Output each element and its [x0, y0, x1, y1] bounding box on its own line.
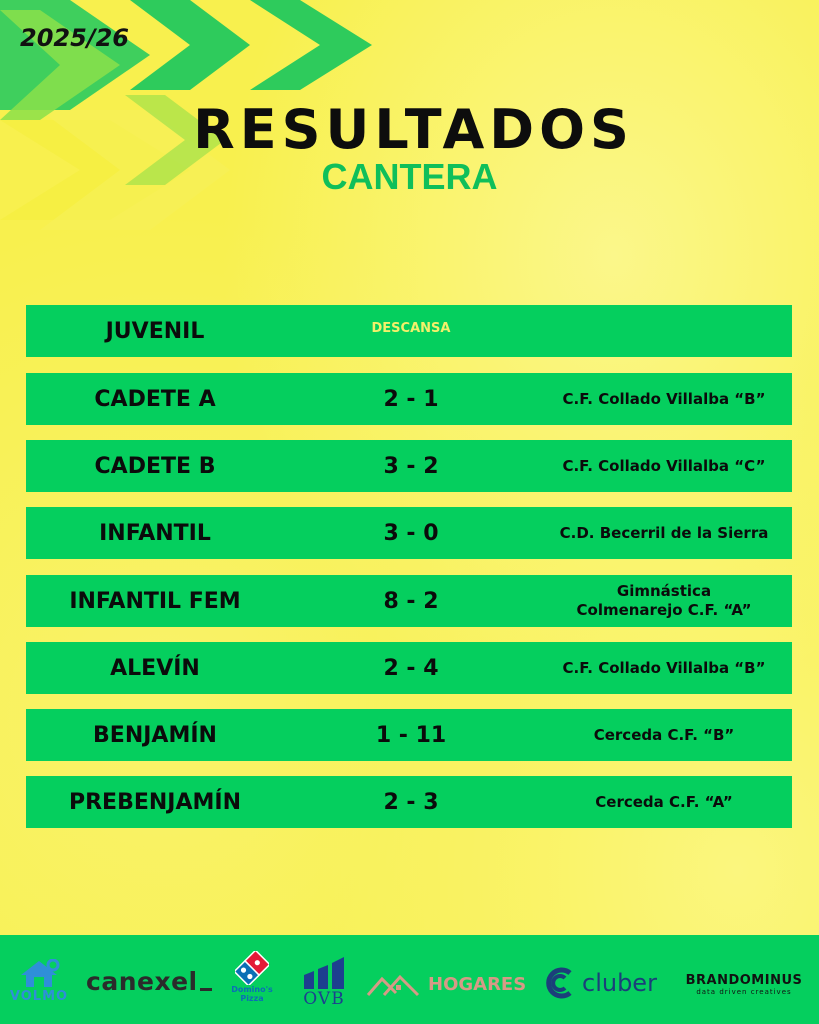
brandominus-tagline: data driven creatives	[696, 988, 792, 996]
sponsor-logo-cluber	[542, 965, 657, 1001]
score-value: 2 - 3	[383, 789, 439, 815]
opponent-label: C.D. Becerril de la Sierra	[559, 523, 769, 542]
result-row-infantil	[26, 507, 792, 559]
sponsor-logo-canexel	[86, 967, 212, 996]
page-subtitle: CANTERA	[321, 156, 498, 197]
canexel-text: canexel	[86, 967, 198, 996]
domino-tile-icon	[235, 951, 269, 985]
cluber-c-icon	[542, 965, 578, 1001]
category-label: JUVENIL	[105, 318, 205, 344]
volmo-text: VOLMO	[9, 989, 69, 1004]
opponent-label: Gimnástica Colmenarejo C.F. “A”	[576, 582, 752, 619]
bar-chart-icon	[300, 955, 348, 989]
category-label: INFANTIL	[99, 520, 211, 546]
score-value: 1 - 11	[375, 722, 447, 748]
score-value: 3 - 2	[383, 453, 439, 479]
page-title: RESULTADOS	[193, 98, 634, 161]
season-label: 2025/26	[20, 24, 129, 52]
sponsor-logo-volmo	[6, 959, 72, 1004]
sponsor-bar	[0, 935, 819, 1024]
category-label: CADETE A	[94, 386, 216, 412]
category-label: PREBENJAMÍN	[68, 789, 241, 815]
sponsor-logo-ovb	[296, 955, 352, 1009]
result-row-infantil-fem	[26, 575, 792, 627]
opponent-label: C.F. Collado Villalba “B”	[562, 389, 766, 408]
category-label: CADETE B	[94, 453, 216, 479]
opponent-label	[536, 305, 792, 357]
category-label: BENJAMÍN	[93, 722, 217, 748]
result-row-cadete-b	[26, 440, 792, 492]
opponent-label: Cerceda C.F. “B”	[593, 725, 735, 744]
dominos-text-line2: Pizza	[240, 994, 264, 1003]
sponsor-logo-hogares	[366, 971, 526, 997]
houses-icon	[366, 971, 424, 997]
cluber-text: cluber	[582, 969, 657, 997]
brandominus-text: BRANDOMINUS	[685, 973, 803, 988]
opponent-label: Cerceda C.F. “A”	[595, 792, 733, 811]
score-value: DESCANSA	[371, 321, 451, 336]
result-row-cadete-a	[26, 373, 792, 425]
sponsor-logo-brandominus	[680, 973, 808, 996]
result-row-prebenjamin	[26, 776, 792, 828]
house-wrench-icon	[17, 959, 61, 989]
ovb-text: OVB	[303, 989, 345, 1009]
score-value: 2 - 1	[383, 386, 439, 412]
score-value: 2 - 4	[383, 655, 439, 681]
result-row-juvenil	[26, 305, 792, 357]
opponent-label: C.F. Collado Villalba “C”	[562, 456, 766, 475]
opponent-label: C.F. Collado Villalba “B”	[562, 658, 766, 677]
result-row-alevin	[26, 642, 792, 694]
score-value: 3 - 0	[383, 520, 439, 546]
canexel-underscore	[200, 988, 212, 991]
hogares-text: HOGARES	[428, 973, 527, 995]
category-label: INFANTIL FEM	[69, 588, 241, 614]
dominos-text-line1: Domino's	[231, 985, 273, 994]
result-row-benjamin	[26, 709, 792, 761]
sponsor-logo-dominos	[228, 951, 276, 1003]
score-value: 8 - 2	[383, 588, 439, 614]
category-label: ALEVÍN	[110, 655, 200, 681]
